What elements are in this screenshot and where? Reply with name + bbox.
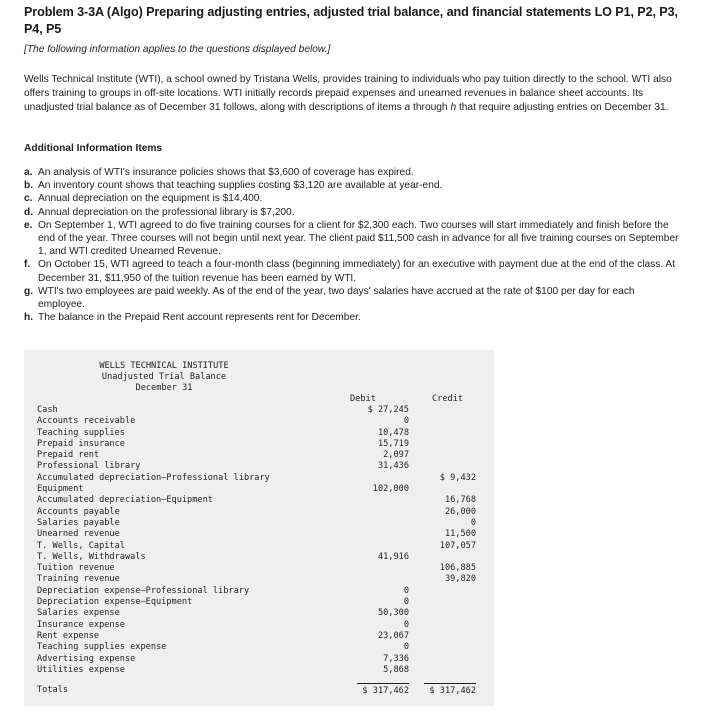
item-label: e. [24,219,33,231]
account-name: Salaries payable [37,517,120,528]
table-row [24,608,494,619]
account-name: Advertising expense [37,653,136,664]
account-name: Accumulated depreciation—Professional library [37,472,270,483]
table-row [24,439,494,450]
list-item [24,219,680,259]
account-name: Accounts payable [37,506,120,517]
table-row [24,405,494,416]
description-end: that require adjusting entries on December 31. [456,102,669,113]
table-row [24,450,494,461]
debit-value: 50,300 [377,608,409,619]
account-name: T. Wells, Capital [37,540,125,551]
item-label: a. [24,167,33,178]
credit-value: 26,000 [444,506,476,517]
debit-column-header: Debit [350,394,376,404]
item-label: h. [24,312,34,324]
company-name: WELLS TECHNICAL INSTITUTE [99,361,229,371]
problem-description [24,73,684,115]
additional-items-list [24,166,680,324]
list-item [24,192,680,205]
credit-value: 16,768 [444,495,476,506]
account-name: Tuition revenue [37,563,115,574]
trial-balance-date: December 31 [135,383,193,394]
debit-value: 0 [403,416,409,427]
table-row [24,416,494,427]
trial-balance-subtitle: Unadjusted Trial Balance [101,372,227,383]
table-row [24,461,494,472]
item-text: On October 15, WTI agreed to teach a four-month class (beginning immediately) for an executive with payment due at the end of the class. At December 31, $11,950 of the tuition revenue has been earned by WTI. [38,259,676,284]
item-label: d. [24,206,34,218]
debit-value: $ 27,245 [367,405,409,415]
debit-value: 41,916 [377,551,409,562]
table-row [24,473,494,484]
item-text: On September 1, WTI agreed to do five training courses for a client for $2,300 each. Two courses will start immediately and finish before the end of the year. Three courses will not begin until next year. The client paid $11,500 cash in advance for all five training courses on September 1, and WTI credited Unearned Revenue. [38,219,679,258]
debit-value: 5,868 [383,664,409,675]
table-row [24,586,494,597]
account-name: Accounts receivable [37,416,136,427]
account-name: Depreciation expense—Equipment [37,597,193,608]
table-row [24,597,494,608]
debit-value: 102,000 [372,484,409,495]
item-letter-h: h [450,102,457,113]
table-row [24,529,494,540]
debit-value: 31,436 [377,461,409,472]
credit-value: $ 9,432 [439,472,476,483]
credit-value: 107,057 [439,540,476,551]
debit-value: 7,336 [383,653,409,664]
trial-balance-table [24,350,494,706]
account-name: Insurance expense [37,619,125,630]
credit-column-header: Credit [432,394,464,404]
item-letter-a: a [404,102,411,113]
section-title: Additional Information Items [24,143,163,154]
list-item [24,166,680,179]
trial-balance-heading [24,361,304,395]
table-row [24,631,494,642]
totals-row [24,683,494,697]
debit-value: 2,097 [383,450,409,461]
account-name: Depreciation expense—Professional library [37,585,250,596]
debit-value: 23,067 [377,630,409,641]
item-label: g. [24,285,34,297]
totals-label: Totals [37,685,69,695]
account-name: T. Wells, Withdrawals [37,551,146,562]
item-label: b. [24,180,34,192]
total-debit: $ 317,462 [357,683,409,698]
account-name: Rent expense [37,630,100,641]
list-item [24,179,680,192]
account-name: Prepaid insurance [37,438,125,449]
debit-value: 0 [403,619,409,630]
credit-value: 39,820 [444,574,476,585]
item-text: WTI's two employees are paid weekly. As of the end of the year, two days' salaries have accrued at the rate of $100 per day for each employee. [38,285,635,311]
item-text: Annual depreciation on the equipment is $14,400. [38,193,263,205]
item-label: c. [24,193,33,205]
account-name: Unearned revenue [37,529,120,540]
item-text: The balance in the Prepaid Rent account represents rent for December. [38,312,361,324]
list-item [24,311,680,324]
description-text: Wells Technical Institute (WTI), a school owned by Tristana Wells, provides training to individuals who pay tuition directly to the school. WTI also offers training to groups in off-site locations. WTI initially records prepaid expenses and unearned revenues in balance sheet accounts. Its unadjusted trial balance as of December 31 follows, along with descriptions of items [24,74,672,113]
account-name: Teaching supplies [37,427,125,438]
total-credit: $ 317,462 [424,683,476,698]
debit-value: 15,719 [377,438,409,449]
account-name: Cash [37,405,58,415]
description-through: through [410,102,451,113]
table-row [24,552,494,563]
item-label: f. [24,259,31,271]
table-row [24,507,494,518]
intro-note: [The following information applies to the questions displayed below.] [24,44,331,55]
account-name: Professional library [37,461,141,472]
debit-value: 10,478 [377,427,409,438]
debit-value: 0 [403,585,409,596]
table-row [24,518,494,529]
item-text: Annual depreciation on the professional library is $7,200. [38,206,295,218]
item-text: An inventory count shows that teaching supplies costing $3,120 are available at year-end. [38,180,443,192]
table-row [24,654,494,665]
account-name: Teaching supplies expense [37,642,167,653]
account-name: Prepaid rent [37,450,100,461]
credit-value: 106,885 [439,563,476,574]
table-row [24,563,494,574]
trial-balance-rows [24,405,494,676]
table-row [24,620,494,631]
item-text: An analysis of WTI's insurance policies shows that $3,600 of coverage has expired. [38,167,414,178]
debit-value: 0 [403,597,409,608]
list-item [24,285,680,311]
table-row [24,642,494,653]
table-row [24,495,494,506]
debit-value: 0 [403,642,409,653]
list-item [24,258,680,284]
account-name: Utilities expense [37,664,125,675]
list-item [24,206,680,219]
account-name: Accumulated depreciation—Equipment [37,495,213,506]
table-row [24,484,494,495]
table-row [24,665,494,676]
credit-value: 0 [470,517,476,528]
account-name: Training revenue [37,574,120,585]
credit-value: 11,500 [444,529,476,540]
account-name: Equipment [37,484,84,495]
account-name: Salaries expense [37,608,120,619]
page-title: Problem 3-3A (Algo) Preparing adjusting entries, adjusted trial balance, and financial statements LO P1, P2, P3, P4, P5 [24,5,678,36]
table-row [24,574,494,585]
table-row [24,541,494,552]
table-row [24,428,494,439]
